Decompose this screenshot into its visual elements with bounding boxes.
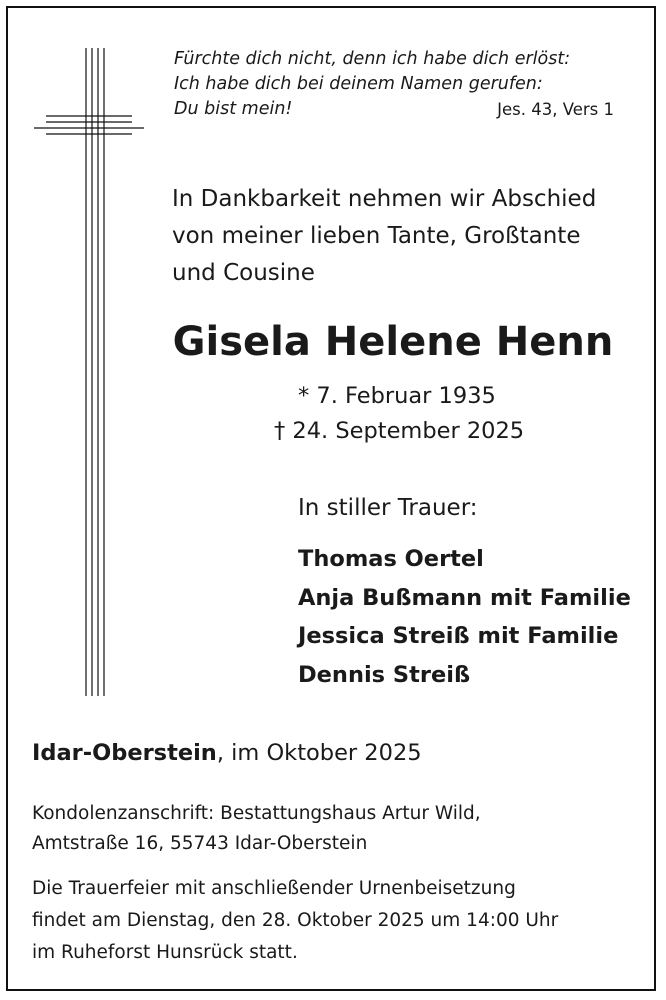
mourner-name: Thomas Oertel bbox=[298, 546, 484, 572]
mourners-list bbox=[298, 540, 631, 694]
death-date: † 24. September 2025 bbox=[274, 418, 525, 444]
intro-line: In Dankbarkeit nehmen wir Abschied bbox=[172, 186, 597, 212]
bible-verse bbox=[174, 47, 624, 122]
ceremony-info bbox=[32, 873, 558, 969]
place-city: Idar-Oberstein bbox=[32, 740, 217, 766]
ceremony-line: Die Trauerfeier mit anschließender Urnenbeisetzung bbox=[32, 878, 516, 899]
intro-text bbox=[172, 181, 596, 292]
condolence-line: Kondolenzanschrift: Bestattungshaus Artur Wild, bbox=[32, 803, 481, 824]
verse-line-last bbox=[174, 97, 624, 122]
intro-line: von meiner lieben Tante, Großtante bbox=[172, 223, 581, 249]
intro-line: und Cousine bbox=[172, 260, 315, 286]
verse-line: Du bist mein! bbox=[174, 99, 293, 119]
ceremony-line: im Ruheforst Hunsrück statt. bbox=[32, 942, 298, 963]
mourner-name: Dennis Streiß bbox=[298, 661, 471, 688]
deceased-name: Gisela Helene Henn bbox=[172, 319, 614, 365]
mourner-name: Anja Bußmann mit Familie bbox=[298, 584, 631, 611]
place-date: , im Oktober 2025 bbox=[216, 740, 422, 766]
verse-line: Fürchte dich nicht, denn ich habe dich erlöst: bbox=[174, 49, 571, 69]
obituary-frame bbox=[6, 6, 656, 991]
place-and-date bbox=[32, 740, 422, 766]
ceremony-line: findet am Dienstag, den 28. Oktober 2025 um 14:00 Uhr bbox=[32, 910, 559, 931]
verse-line: Ich habe dich bei deinem Namen gerufen: bbox=[174, 74, 543, 94]
verse-reference: Jes. 43, Vers 1 bbox=[497, 100, 614, 119]
mourning-label: In stiller Trauer: bbox=[298, 495, 478, 521]
condolence-address bbox=[32, 799, 481, 859]
christian-cross-icon bbox=[34, 48, 154, 698]
condolence-line: Amtstraße 16, 55743 Idar-Oberstein bbox=[32, 833, 368, 854]
mourner-name: Jessica Streiß mit Familie bbox=[298, 623, 619, 649]
birth-date: * 7. Februar 1935 bbox=[298, 383, 496, 409]
